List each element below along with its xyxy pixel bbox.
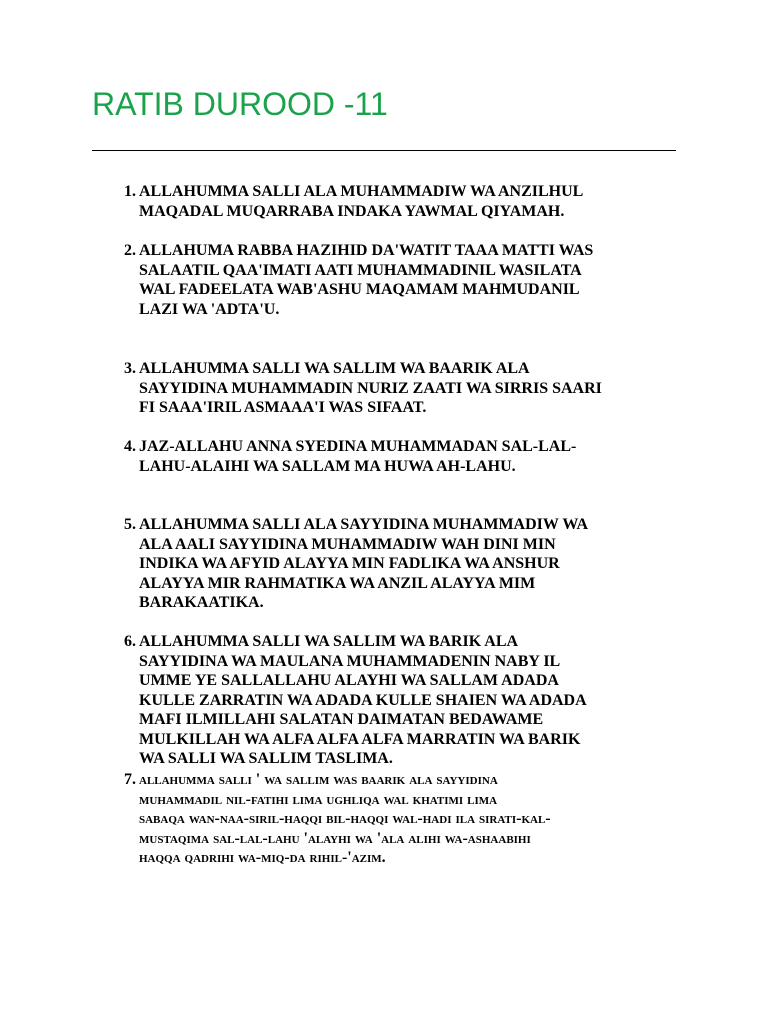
list-item-text: JAZ-ALLAHU ANNA SYEDINA MUHAMMADAN SAL-LAL- LAHU-ALAIHI WA SALLAM MA HUWA AH-LAHU. <box>139 438 577 475</box>
list-item-text: ALLAHUMMA SALLI ALA SAYYIDINA MUHAMMADIW WA ALA AALI SAYYIDINA MUHAMMADIW WAH DINI MIN INDIKA WA AFYID ALAYYA MIN FADLIKA WA ANSHUR ALAYYA MIR RAHMATIKA WA ANZIL ALAYYA MIM BARAKAATIKA. <box>139 516 589 611</box>
list-item <box>110 515 690 613</box>
list-item-number: 5. <box>124 516 136 533</box>
list-item-text: ALLAHUMMA SALLI ALA MUHAMMADIW WA ANZILHUL MAQADAL MUQARRABA INDAKA YAWMAL QIYAMAH. <box>139 183 584 220</box>
list-item-number: 1. <box>124 183 136 200</box>
list-item-text: allahumma salli ' wa sallim was baarik ala sayyidina muhammadil nil-fatihi lima ughliqa wal khatimi lima sabaqa wan-naa-siril-haqqi bil-haqqi wal-hadi ila sirati-kal- mustaqima sal-lal-lahu 'alayhi wa 'ala alihi wa-ashaabihi haqqa qadrihi wa-miq-da rihil-'azim. <box>139 771 551 866</box>
list-item <box>110 182 690 221</box>
list-item <box>110 437 690 476</box>
list-item-number: 4. <box>124 438 136 455</box>
page-title: RATIB DUROOD -11 <box>92 86 388 122</box>
list-item-number: 7. <box>124 771 136 788</box>
list-item <box>110 770 690 868</box>
list-item <box>110 241 690 319</box>
list-item-number: 6. <box>124 633 136 650</box>
list-item-number: 3. <box>124 360 136 377</box>
title-divider <box>92 150 676 151</box>
list-item-number: 2. <box>124 242 136 259</box>
list-item-text: ALLAHUMMA SALLI WA SALLIM WA BAARIK ALA SAYYIDINA MUHAMMADIN NURIZ ZAATI WA SIRRIS SAARI FI SAAA'IRIL ASMAAA'I WAS SIFAAT. <box>139 360 602 416</box>
list-item <box>110 359 690 418</box>
list-item-text: ALLAHUMA RABBA HAZIHID DA'WATIT TAAA MATTI WAS SALAATIL QAA'IMATI AATI MUHAMMADINIL WASILATA WAL FADEELATA WAB'ASHU MAQAMAM MAHMUDANIL LAZI WA 'ADTA'U. <box>139 242 594 318</box>
list-item-text: ALLAHUMMA SALLI WA SALLIM WA BARIK ALA SAYYIDINA WA MAULANA MUHAMMADENIN NABY IL UMME YE SALLALLAHU ALAYHI WA SALLAM ADADA KULLE ZARRATIN WA ADADA KULLE SHAIEN WA ADADA MAFI ILMILLAHI SALATAN DAIMATAN BEDAWAME MULKILLAH WA ALFA ALFA ALFA MARRATIN WA BARIK WA SALLI WA SALLIM TASLIMA. <box>139 633 587 767</box>
list-item <box>110 632 690 769</box>
